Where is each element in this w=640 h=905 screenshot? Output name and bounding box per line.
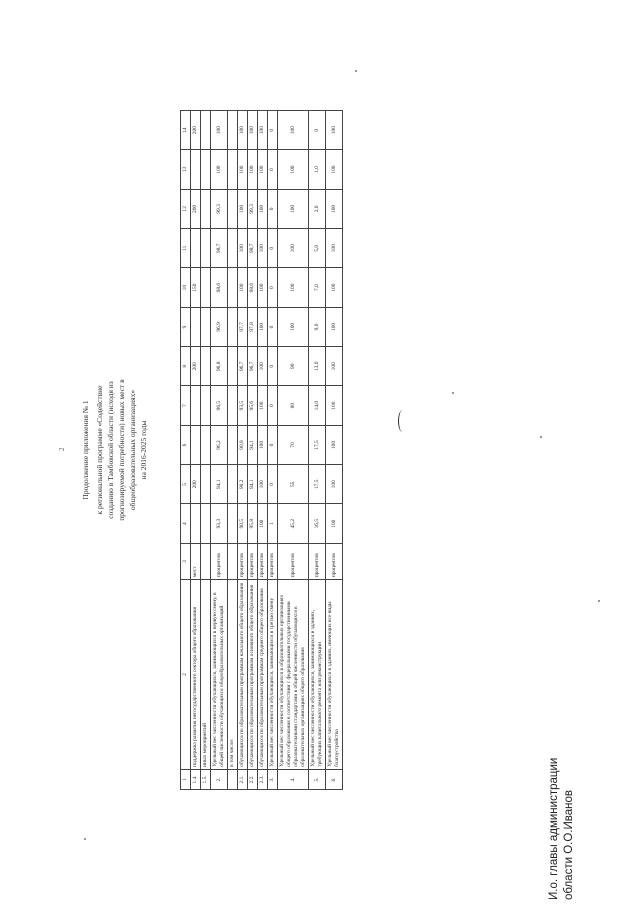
- row-number: 6.: [326, 769, 343, 789]
- value-cell: 100: [238, 229, 248, 268]
- value-cell: 100: [278, 189, 309, 228]
- table-row: [201, 111, 211, 790]
- unit-cell: [201, 543, 211, 579]
- value-cell: 100: [258, 111, 268, 150]
- value-cell: 0: [268, 189, 278, 228]
- value-cell: 100: [258, 150, 268, 189]
- row-number: 2.: [211, 769, 228, 789]
- unit-cell: процентов: [238, 543, 248, 579]
- value-cell: [191, 425, 201, 464]
- value-cell: [201, 268, 211, 307]
- value-cell: [191, 307, 201, 346]
- table-row: [258, 111, 268, 790]
- unit-cell: процентов: [248, 543, 258, 579]
- column-number: 13: [181, 150, 191, 189]
- column-number: 10: [181, 268, 191, 307]
- value-cell: 100: [238, 150, 248, 189]
- value-cell: 45,2: [278, 504, 309, 543]
- value-cell: [228, 111, 238, 150]
- document-header: [80, 110, 149, 790]
- row-number: 1.5.: [201, 769, 211, 789]
- value-cell: 100: [326, 425, 343, 464]
- header-line: на 2016-2025 годы: [139, 420, 148, 480]
- row-number: [228, 769, 238, 789]
- value-cell: 90: [278, 347, 309, 386]
- value-cell: [228, 268, 238, 307]
- value-cell: 100: [248, 150, 258, 189]
- value-cell: 96,7: [238, 347, 248, 386]
- indicator-name: Удельный вес численности обучающихся, занимающихся в зданиях, требующих капитального ремонта или реконструкции: [309, 580, 326, 770]
- unit-cell: мест: [191, 543, 201, 579]
- value-cell: 100: [326, 150, 343, 189]
- column-number: 2: [181, 580, 191, 770]
- value-cell: [228, 465, 238, 504]
- value-cell: 0: [268, 386, 278, 425]
- scan-speck: [540, 436, 542, 438]
- value-cell: [228, 307, 238, 346]
- value-cell: 100: [326, 504, 343, 543]
- value-cell: 16,5: [309, 504, 326, 543]
- value-cell: 100: [258, 386, 268, 425]
- indicator-name: Удельный вес численности обучающихся в образовательных организациях общего образования в соответствии с федеральными государственными образовательными стандартами в общей численности обучающихся в образовательных организациях общего образования: [278, 580, 309, 770]
- value-cell: [191, 229, 201, 268]
- column-number: 7: [181, 386, 191, 425]
- scan-speck: [452, 392, 454, 394]
- value-cell: [228, 189, 238, 228]
- value-cell: 100: [326, 307, 343, 346]
- value-cell: 17,5: [309, 425, 326, 464]
- value-cell: [201, 504, 211, 543]
- value-cell: 0: [268, 229, 278, 268]
- header-line: общеобразовательных организациях»: [128, 389, 137, 511]
- column-number: 14: [181, 111, 191, 150]
- value-cell: 14,0: [309, 386, 326, 425]
- value-cell: 100: [258, 229, 268, 268]
- value-cell: 0: [268, 268, 278, 307]
- value-cell: 98,7: [248, 229, 258, 268]
- value-cell: [228, 229, 238, 268]
- value-cell: 13,0: [309, 347, 326, 386]
- value-cell: [201, 425, 211, 464]
- value-cell: 200: [191, 347, 201, 386]
- value-cell: 100: [278, 150, 309, 189]
- value-cell: 100: [258, 268, 268, 307]
- indicator-name: Удельный вес численности обучающихся, занимающихся в первую смену, в общей численности обучающихся общеобразовательных организаций: [211, 580, 228, 770]
- column-number: 6: [181, 425, 191, 464]
- unit-cell: процентов: [211, 543, 228, 579]
- row-number: 2.1.: [238, 769, 248, 789]
- indicator-name: обучающихся по образовательным программам основного общего образования: [248, 580, 258, 770]
- value-cell: 0: [309, 111, 326, 150]
- value-cell: 98,6: [211, 268, 228, 307]
- value-cell: 98,7: [211, 229, 228, 268]
- value-cell: 0: [268, 425, 278, 464]
- unit-cell: процентов: [268, 543, 278, 579]
- value-cell: 94,1: [248, 425, 258, 464]
- row-number: 5.: [309, 769, 326, 789]
- signature-name: области О.О.Иванов: [563, 790, 575, 900]
- indicator-name: Удельный вес численности обучающихся в зданиях, имеющих все виды благоустройства: [326, 580, 343, 770]
- column-number: 3: [181, 543, 191, 579]
- value-cell: 100: [258, 307, 268, 346]
- column-number: 11: [181, 229, 191, 268]
- unit-cell: процентов: [326, 543, 343, 579]
- table-row: [248, 111, 258, 790]
- table-row: [278, 111, 309, 790]
- value-cell: 94,1: [211, 465, 228, 504]
- page-number: 2: [58, 447, 66, 451]
- value-cell: 100: [258, 347, 268, 386]
- value-cell: [201, 150, 211, 189]
- column-number: 4: [181, 504, 191, 543]
- value-cell: [201, 111, 211, 150]
- table-row: [326, 111, 343, 790]
- table-row: [309, 111, 326, 790]
- value-cell: 93,3: [211, 504, 228, 543]
- value-cell: 100: [326, 386, 343, 425]
- value-cell: 96,7: [248, 347, 258, 386]
- value-cell: 100: [258, 504, 268, 543]
- value-cell: 96,8: [211, 347, 228, 386]
- value-cell: 100: [326, 465, 343, 504]
- value-cell: 100: [211, 111, 228, 150]
- unit-cell: процентов: [278, 543, 309, 579]
- value-cell: [228, 425, 238, 464]
- value-cell: 100: [258, 425, 268, 464]
- value-cell: 9,0: [309, 307, 326, 346]
- unit-cell: процентов: [258, 543, 268, 579]
- table-row: [191, 111, 201, 790]
- value-cell: 200: [191, 189, 201, 228]
- value-cell: 80: [278, 386, 309, 425]
- column-number: 5: [181, 465, 191, 504]
- value-cell: 100: [211, 150, 228, 189]
- value-cell: 100: [326, 229, 343, 268]
- header-line: к региональной программе «Содействие: [95, 385, 104, 515]
- value-cell: 100: [278, 229, 309, 268]
- signature-block: [547, 758, 577, 900]
- indicator-name: обучающихся по образовательным программам начального общего образования: [238, 580, 248, 770]
- value-cell: 100: [238, 189, 248, 228]
- value-cell: 1: [268, 504, 278, 543]
- table-row: [211, 111, 228, 790]
- value-cell: 100: [258, 465, 268, 504]
- table-row: [228, 111, 238, 790]
- value-cell: 100: [238, 111, 248, 150]
- value-cell: [201, 229, 211, 268]
- value-cell: 17,5: [309, 465, 326, 504]
- value-cell: 93,5: [238, 386, 248, 425]
- table-body: [191, 111, 343, 790]
- scan-speck: [355, 70, 357, 72]
- value-cell: 1,0: [309, 150, 326, 189]
- column-number: 8: [181, 347, 191, 386]
- indicator-name: иных мероприятий: [201, 580, 211, 770]
- table-row: [238, 111, 248, 790]
- value-cell: 95,6: [248, 386, 258, 425]
- value-cell: 94,1: [248, 465, 258, 504]
- value-cell: 100: [248, 111, 258, 150]
- value-cell: 96,2: [211, 425, 228, 464]
- unit-cell: [228, 543, 238, 579]
- value-cell: [201, 307, 211, 346]
- header-continuation: Продолжение приложения № 1: [81, 400, 90, 500]
- value-cell: 97,7: [238, 307, 248, 346]
- indicator-name: обучающихся по образовательным программам среднего общего образования: [258, 580, 268, 770]
- value-cell: 100: [326, 268, 343, 307]
- value-cell: 5,0: [309, 229, 326, 268]
- indicator-name: Удельный вес численности обучающихся, занимающихся в третью смену: [268, 580, 278, 770]
- value-cell: 95,8: [248, 504, 258, 543]
- value-cell: 90,2: [238, 465, 248, 504]
- value-cell: 90,5: [238, 504, 248, 543]
- value-cell: 96,9: [211, 307, 228, 346]
- value-cell: 98,6: [248, 268, 258, 307]
- column-number-row: [181, 111, 191, 790]
- indicator-name: в том числе:: [228, 580, 238, 770]
- value-cell: [228, 504, 238, 543]
- value-cell: 0: [268, 150, 278, 189]
- indicator-name: поддержка развития негосударственного сектора общего образования: [191, 580, 201, 770]
- row-number: 2.2.: [248, 769, 258, 789]
- value-cell: 100: [278, 307, 309, 346]
- header-line: созданию в Тамбовской области (исходя из: [106, 381, 115, 519]
- value-cell: 0: [268, 465, 278, 504]
- value-cell: 99,3: [248, 189, 258, 228]
- row-number: 2.3.: [258, 769, 268, 789]
- indicators-table-wrap: [180, 110, 343, 790]
- value-cell: 100: [258, 189, 268, 228]
- value-cell: [201, 465, 211, 504]
- indicators-table: [180, 110, 343, 790]
- value-cell: 100: [326, 189, 343, 228]
- value-cell: [201, 347, 211, 386]
- row-number: 1.4.: [191, 769, 201, 789]
- value-cell: 100: [326, 347, 343, 386]
- value-cell: 90,8: [238, 425, 248, 464]
- table-row: [268, 111, 278, 790]
- value-cell: 200: [191, 111, 201, 150]
- value-cell: 7,0: [309, 268, 326, 307]
- value-cell: 100: [278, 111, 309, 150]
- value-cell: [191, 150, 201, 189]
- value-cell: 100: [326, 111, 343, 150]
- value-cell: [191, 386, 201, 425]
- pen-mark: [398, 410, 407, 432]
- value-cell: [228, 386, 238, 425]
- value-cell: [228, 150, 238, 189]
- value-cell: 2,0: [309, 189, 326, 228]
- column-number: 1: [181, 769, 191, 789]
- value-cell: 99,3: [211, 189, 228, 228]
- header-line: прогнозируемой потребности) новых мест в: [117, 379, 126, 521]
- value-cell: [228, 347, 238, 386]
- value-cell: 55: [278, 465, 309, 504]
- value-cell: 100: [278, 268, 309, 307]
- value-cell: 70: [278, 425, 309, 464]
- value-cell: [201, 386, 211, 425]
- value-cell: 96,5: [211, 386, 228, 425]
- value-cell: 0: [268, 347, 278, 386]
- row-number: 4.: [278, 769, 309, 789]
- scan-speck: [598, 600, 600, 602]
- value-cell: [191, 504, 201, 543]
- value-cell: 150: [191, 268, 201, 307]
- column-number: 9: [181, 307, 191, 346]
- unit-cell: процентов: [309, 543, 326, 579]
- value-cell: 0: [268, 111, 278, 150]
- value-cell: 100: [238, 268, 248, 307]
- scan-speck: [84, 838, 86, 840]
- value-cell: 97,8: [248, 307, 258, 346]
- value-cell: [201, 189, 211, 228]
- column-number: 12: [181, 189, 191, 228]
- signature-post: И.о. главы администрации: [548, 757, 560, 900]
- value-cell: 0: [268, 307, 278, 346]
- row-number: 3.: [268, 769, 278, 789]
- value-cell: 200: [191, 465, 201, 504]
